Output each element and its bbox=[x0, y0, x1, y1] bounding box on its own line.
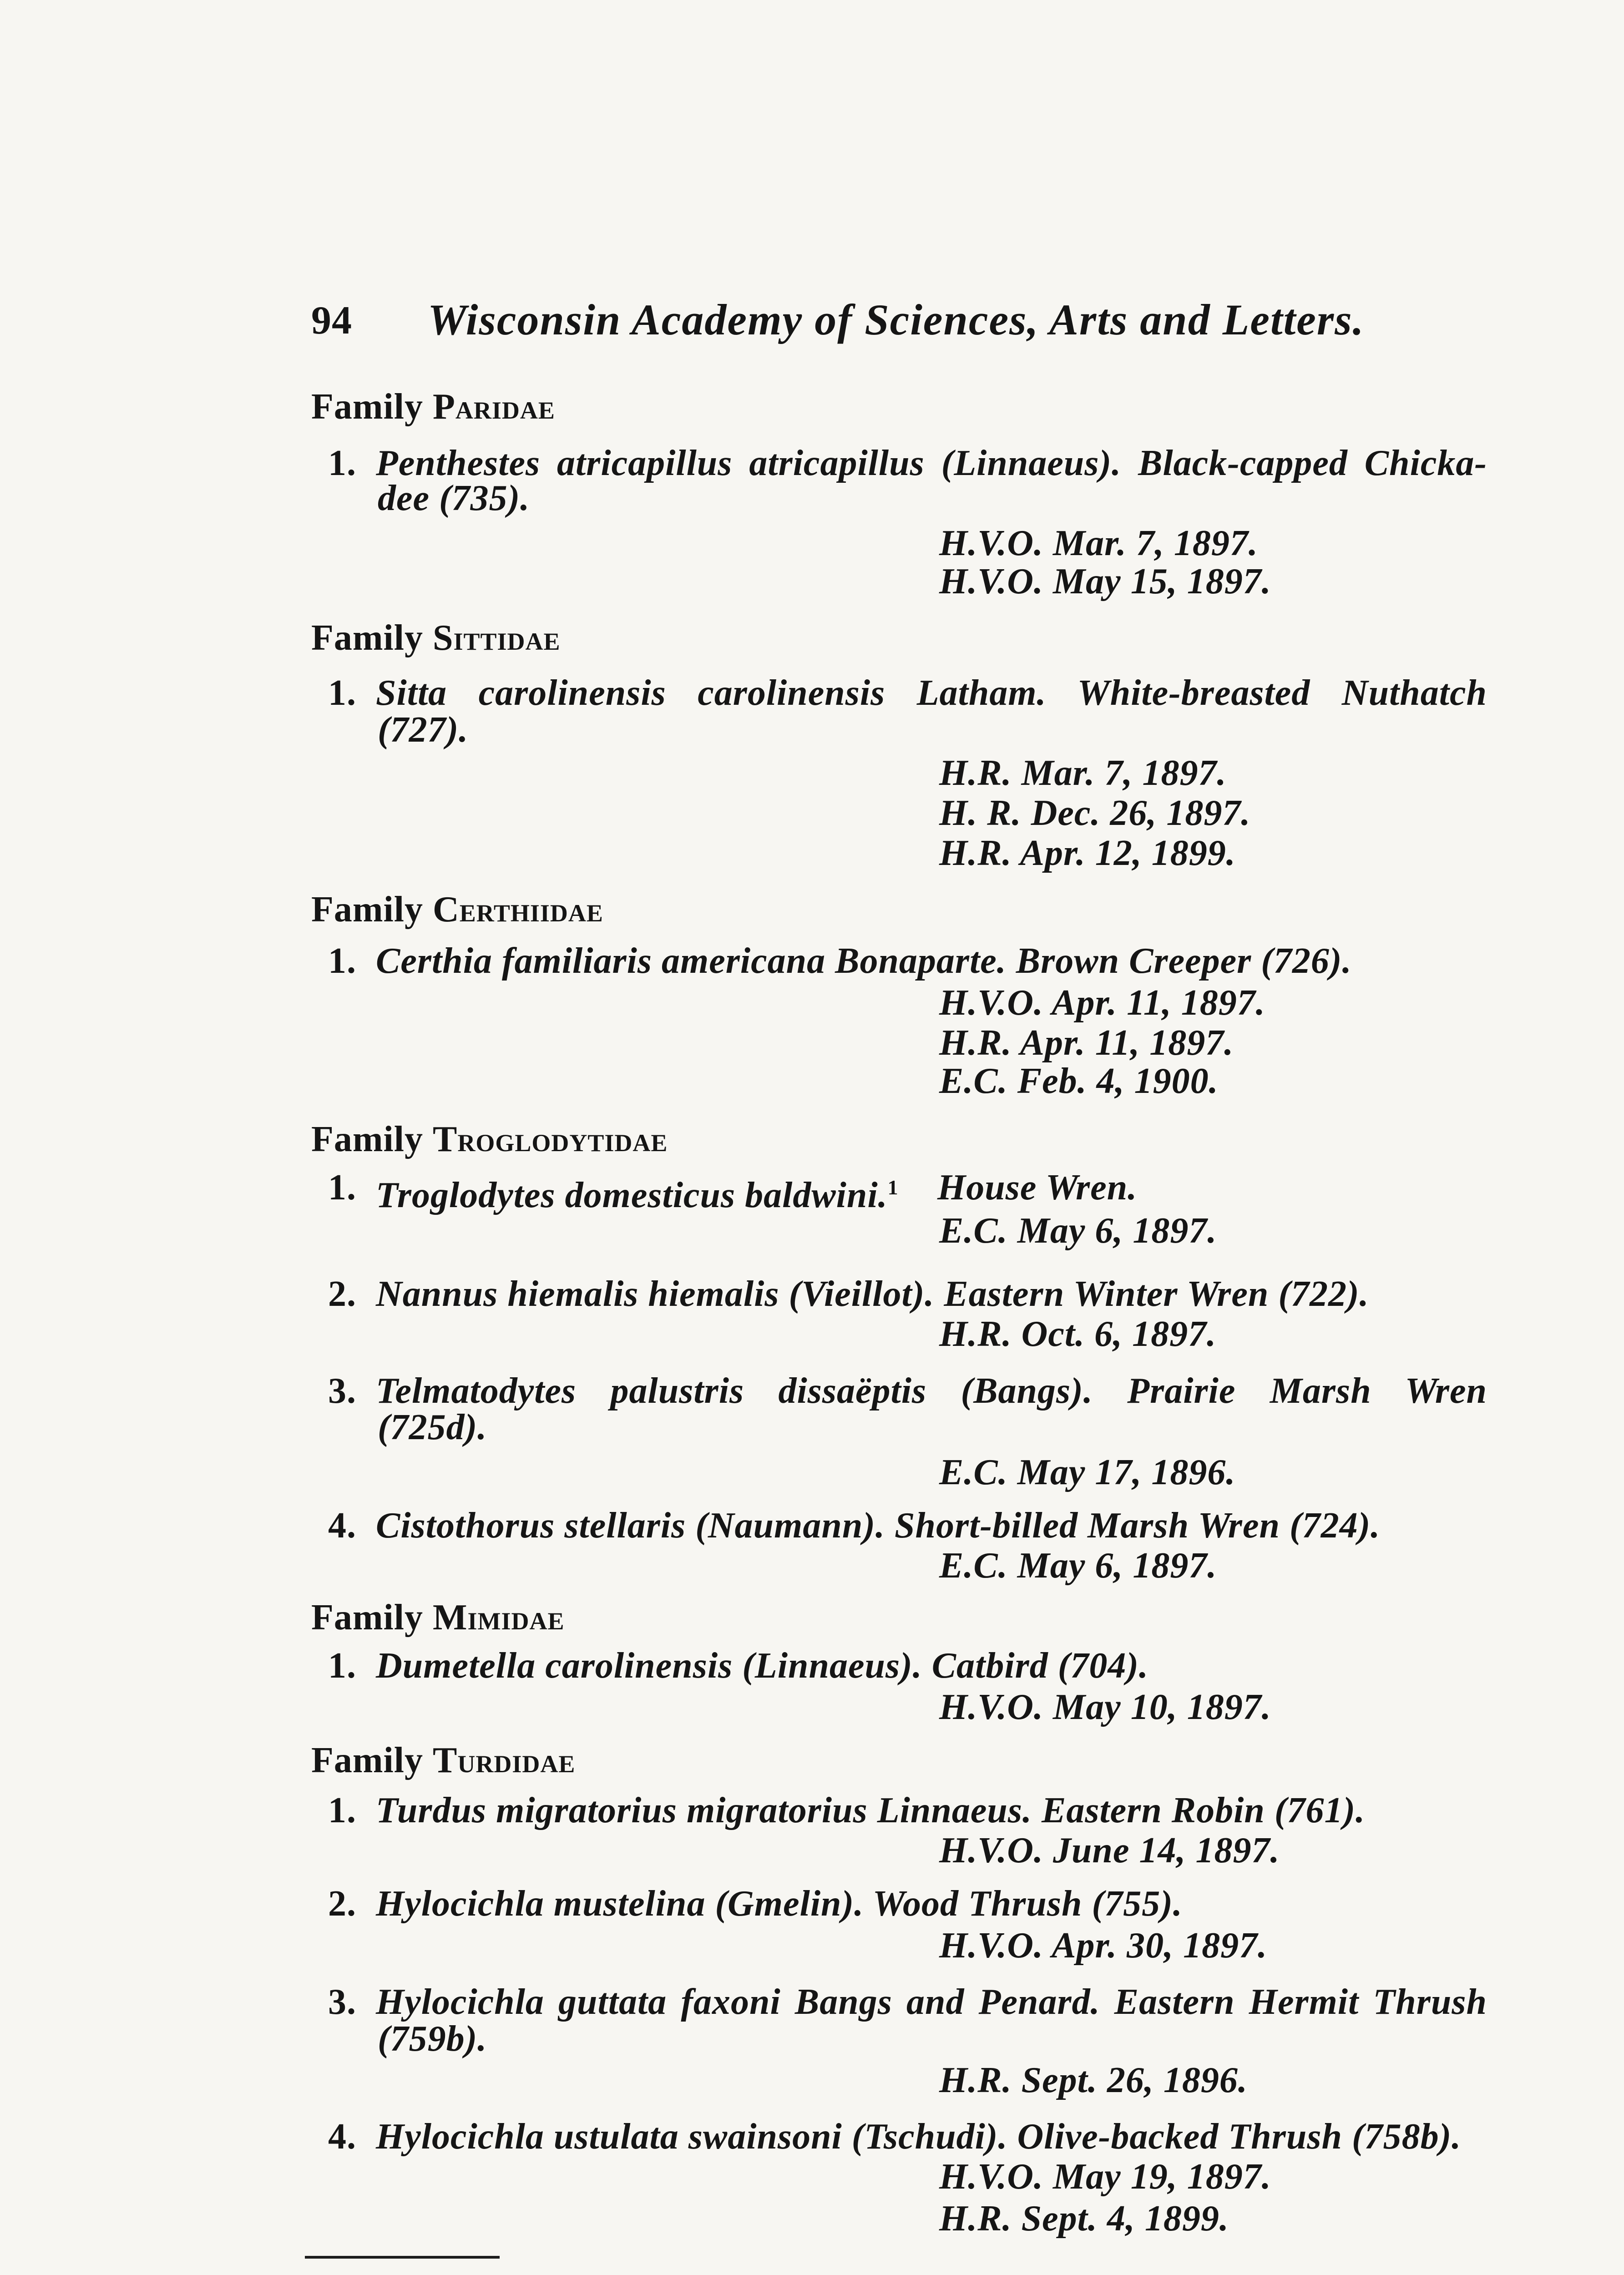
species-name-line: Cistothorus stellaris (Naumann). Short-billed Marsh Wren (724). bbox=[376, 1506, 1381, 1546]
collection-record: E.C. Feb. 4, 1900. bbox=[939, 1061, 1219, 1101]
page-number: 94 bbox=[311, 298, 352, 343]
species-number: 4. bbox=[328, 1506, 356, 1546]
species-name-line: Hylocichla mustelina (Gmelin). Wood Thrush (755). bbox=[376, 1884, 1183, 1924]
collection-record: H.V.O. Apr. 11, 1897. bbox=[939, 983, 1265, 1023]
species-number: 1. bbox=[328, 1168, 356, 1208]
species-scientific-name: Troglodytes domesticus baldwini. bbox=[376, 1175, 888, 1215]
running-title: Wisconsin Academy of Sciences, Arts and Letters. bbox=[428, 295, 1365, 344]
family-name: MIMIDAE bbox=[432, 1598, 565, 1638]
species-number: 2. bbox=[328, 1274, 356, 1314]
common-name: House Wren. bbox=[937, 1168, 1138, 1208]
family-label: Family bbox=[311, 1740, 423, 1780]
family-heading bbox=[311, 1599, 565, 1636]
family-name: TROGLODYTIDAE bbox=[432, 1119, 668, 1159]
species-number: 4. bbox=[328, 2117, 356, 2157]
family-name: CERTHIIDAE bbox=[432, 890, 603, 930]
collection-record: H. R. Dec. 26, 1897. bbox=[939, 793, 1251, 833]
footnote-rule bbox=[305, 2256, 500, 2259]
species-number: 1. bbox=[328, 1790, 356, 1830]
family-heading bbox=[311, 389, 555, 425]
collection-record: H.V.O. May 19, 1897. bbox=[939, 2157, 1271, 2197]
family-name: SITTIDAE bbox=[432, 618, 561, 658]
collection-record: H.V.O. May 15, 1897. bbox=[939, 561, 1271, 602]
family-label: Family bbox=[311, 387, 423, 427]
family-label: Family bbox=[311, 618, 423, 658]
collection-record: E.C. May 17, 1896. bbox=[939, 1452, 1236, 1492]
family-name: TURDIDAE bbox=[432, 1740, 576, 1780]
collection-record: H.R. Mar. 7, 1897. bbox=[939, 753, 1227, 793]
collection-record: H.R. Apr. 11, 1897. bbox=[939, 1023, 1234, 1063]
species-number: 2. bbox=[328, 1884, 356, 1924]
species-name-line: Nannus hiemalis hiemalis (Vieillot). Eastern Winter Wren (722). bbox=[376, 1274, 1369, 1314]
species-name-line: Turdus migratorius migratorius Linnaeus. Eastern Robin (761). bbox=[376, 1790, 1366, 1830]
species-name-continuation: dee (735). bbox=[378, 478, 530, 518]
family-label: Family bbox=[311, 1598, 423, 1638]
species-name-line bbox=[376, 1169, 899, 1215]
collection-record: E.C. May 6, 1897. bbox=[939, 1211, 1217, 1251]
species-name-continuation: (727). bbox=[378, 710, 469, 750]
collection-record: H.V.O. Apr. 30, 1897. bbox=[939, 1926, 1268, 1966]
collection-record: H.R. Sept. 4, 1899. bbox=[939, 2199, 1229, 2239]
species-name-line: Certhia familiaris americana Bonaparte. Brown Creeper (726). bbox=[376, 941, 1352, 981]
family-heading bbox=[311, 1121, 668, 1158]
collection-record: E.C. May 6, 1897. bbox=[939, 1546, 1217, 1586]
species-name-line: Hylocichla guttata faxoni Bangs and Penard. Eastern Hermit Thrush bbox=[376, 1982, 1487, 2022]
species-number: 3. bbox=[328, 1371, 356, 1411]
collection-record: H.R. Apr. 12, 1899. bbox=[939, 833, 1236, 873]
family-label: Family bbox=[311, 890, 423, 930]
collection-record: H.V.O. June 14, 1897. bbox=[939, 1830, 1280, 1871]
species-name-line: Hylocichla ustulata swainsoni (Tschudi). Olive-backed Thrush (758b). bbox=[376, 2117, 1462, 2157]
species-number: 3. bbox=[328, 1982, 356, 2022]
family-heading bbox=[311, 891, 603, 928]
species-name-line: Dumetella carolinensis (Linnaeus). Catbird (704). bbox=[376, 1646, 1148, 1686]
species-name-line: Sitta carolinensis carolinensis Latham. White-breasted Nuthatch bbox=[376, 673, 1487, 713]
footnote bbox=[366, 2272, 752, 2275]
species-name-continuation: (759b). bbox=[378, 2019, 487, 2059]
footnote-ref: 1 bbox=[887, 1176, 899, 1199]
species-number: 1. bbox=[328, 443, 356, 483]
species-number: 1. bbox=[328, 673, 356, 713]
family-name: PARIDAE bbox=[432, 387, 555, 427]
family-heading bbox=[311, 1742, 575, 1779]
species-name-continuation: (725d). bbox=[378, 1407, 487, 1447]
species-number: 1. bbox=[328, 1646, 356, 1686]
species-name-line: Telmatodytes palustris dissaëptis (Bangs). Prairie Marsh Wren bbox=[376, 1371, 1487, 1411]
family-heading bbox=[311, 620, 561, 656]
collection-record: H.V.O. May 10, 1897. bbox=[939, 1687, 1271, 1727]
collection-record: H.R. Oct. 6, 1897. bbox=[939, 1314, 1217, 1354]
collection-record: H.R. Sept. 26, 1896. bbox=[939, 2060, 1248, 2100]
species-name-line: Penthestes atricapillus atricapillus (Linnaeus). Black-capped Chicka- bbox=[376, 443, 1487, 483]
collection-record: H.V.O. Mar. 7, 1897. bbox=[939, 523, 1258, 563]
species-number: 1. bbox=[328, 941, 356, 981]
family-label: Family bbox=[311, 1119, 423, 1159]
